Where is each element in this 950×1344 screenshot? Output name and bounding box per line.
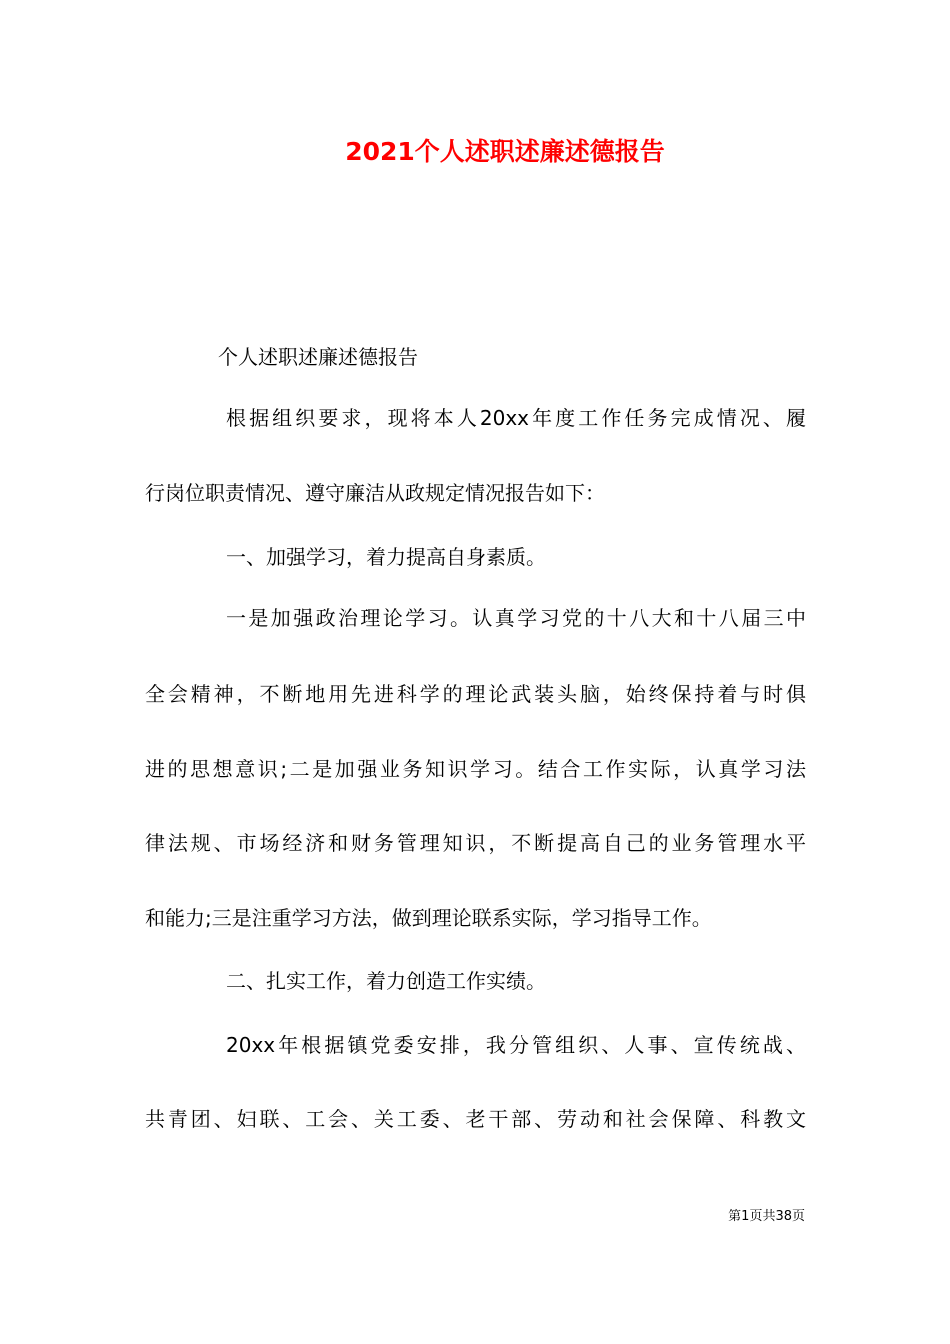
paragraph-line: 全会精神，不断地用先进科学的理论武装头脑，始终保持着与时俱 bbox=[145, 682, 806, 706]
document-title: 2021个人述职述廉述德报告 bbox=[345, 137, 665, 166]
paragraph-line: 和能力;三是注重学习方法，做到理论联系实际，学习指导工作。 bbox=[145, 906, 712, 930]
paragraph-line: 共青团、妇联、工会、关工委、老干部、劳动和社会保障、科教文 bbox=[145, 1107, 806, 1131]
paragraph-line: 行岗位职责情况、遵守廉洁从政规定情况报告如下： bbox=[145, 481, 605, 505]
paragraph-line: 一是加强政治理论学习。认真学习党的十八大和十八届三中 bbox=[226, 606, 806, 630]
section-heading: 一、加强学习，着力提高自身素质。 bbox=[226, 545, 546, 569]
paragraph-line: 根据组织要求，现将本人20xx年度工作任务完成情况、履 bbox=[226, 406, 806, 430]
section-heading: 二、扎实工作，着力创造工作实绩。 bbox=[226, 969, 546, 993]
page-footer: 第1页共38页 bbox=[728, 1209, 805, 1224]
paragraph-line: 20xx年根据镇党委安排，我分管组织、人事、宣传统战、 bbox=[226, 1033, 806, 1057]
paragraph-line: 律法规、市场经济和财务管理知识，不断提高自己的业务管理水平 bbox=[145, 831, 806, 855]
heading-line: 个人述职述廉述德报告 bbox=[218, 345, 418, 369]
paragraph-line: 进的思想意识;二是加强业务知识学习。结合工作实际，认真学习法 bbox=[145, 757, 806, 781]
